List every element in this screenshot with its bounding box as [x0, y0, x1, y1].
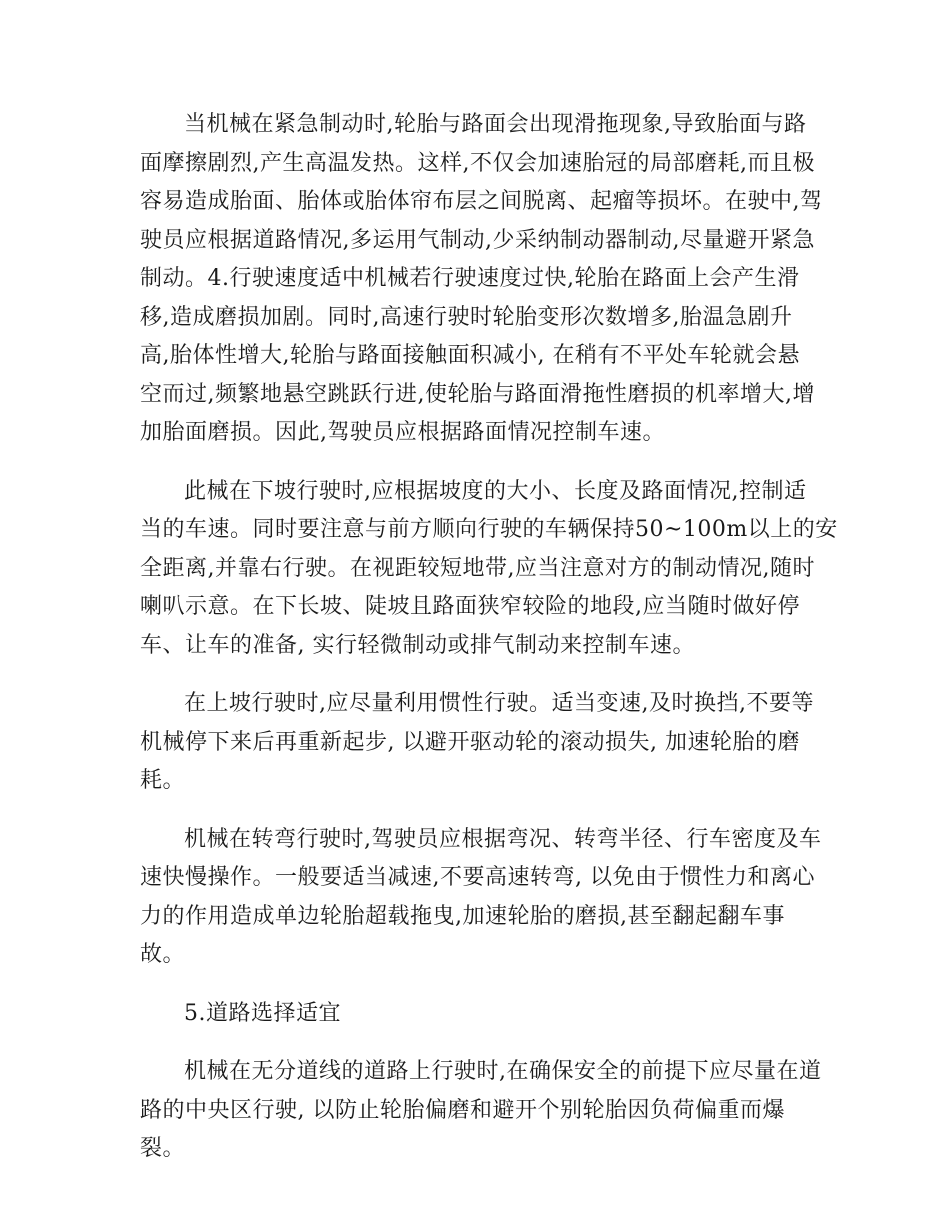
text-line: 制动。4.行驶速度适中机械若行驶速度过快,轮胎在路面上会产生滑	[140, 266, 800, 291]
text-line: 车、让车的准备, 实行轻微制动或排气制动来控制车速。	[140, 632, 695, 658]
paragraph-turning	[140, 821, 822, 975]
text-line: 机械在转弯行驶时,驾驶员应根据弯况、转弯半径、行车密度及车	[184, 826, 822, 852]
text-line: 力的作用造成单边轮胎超载拖曳,加速轮胎的磨损,甚至翻起翻车事	[140, 903, 785, 929]
text-line: 移,造成磨损加剧。同时,高速行驶时轮胎变形次数增多,胎温急剧升	[140, 304, 793, 330]
text-line: 此械在下坡行驶时,应根据坡度的大小、长度及路面情况,控制适	[184, 478, 807, 504]
text-line: 驶员应根据道路情况,多运用气制动,少采纳制动器制动,尽量避开紧急	[140, 227, 815, 253]
paragraph-emergency-braking	[140, 106, 823, 453]
text-line: 机械停下来后再重新起步, 以避开驱动轮的滚动损失, 加速轮胎的磨	[140, 729, 800, 755]
text-line: 当机械在紧急制动时,轮胎与路面会出现滑拖现象,导致胎面与路	[184, 112, 807, 137]
text-line: 空而过,频繁地悬空跳跃行进,使轮胎与路面滑拖性磨损的机率增大,增	[140, 381, 815, 407]
text-line: 当的车速。同时要注意与前方顺向行驶的车辆保持50~100m以上的安	[140, 517, 838, 542]
text-line: 耗。	[140, 768, 186, 793]
paragraph-road-selection	[140, 1053, 822, 1169]
text-line: 喇叭示意。在下长坡、陡坡且路面狭窄较险的地段,应当随时做好停	[140, 594, 800, 619]
text-line: 裂。	[140, 1136, 186, 1161]
paragraph-uphill	[140, 685, 812, 801]
text-line: 机械在无分道线的道路上行驶时,在确保安全的前提下应尽量在道	[184, 1059, 822, 1084]
text-line: 面摩擦剧烈,产生高温发热。这样,不仅会加速胎冠的局部磨耗,而且极	[140, 150, 815, 176]
document-body	[140, 106, 838, 1189]
section-heading: 5.道路选择适宜	[184, 1000, 341, 1026]
paragraph-downhill	[140, 473, 838, 666]
text-line: 全距离,并靠右行驶。在视距较短地带,应当注意对方的制动情况,随时	[140, 555, 815, 581]
text-line: 路的中央区行驶, 以防止轮胎偏磨和避开个别轮胎因负荷偏重而爆	[140, 1097, 785, 1123]
text-line: 容易造成胎面、胎体或胎体帘布层之间脱离、起瘤等损坏。在驶中,驾	[140, 189, 823, 214]
text-line: 加胎面磨损。因此,驾驶员应根据路面情况控制车速。	[140, 420, 665, 445]
text-line: 故。	[140, 942, 186, 967]
text-line: 速快慢操作。一般要适当减速,不要高速转弯, 以免由于惯性力和离心	[140, 865, 815, 890]
text-line: 高,胎体性增大,轮胎与路面接触面积减小, 在稍有不平处车轮就会悬	[140, 343, 800, 368]
text-line: 在上坡行驶时,应尽量利用惯性行驶。适当变速,及时换挡,不要等	[184, 691, 814, 716]
